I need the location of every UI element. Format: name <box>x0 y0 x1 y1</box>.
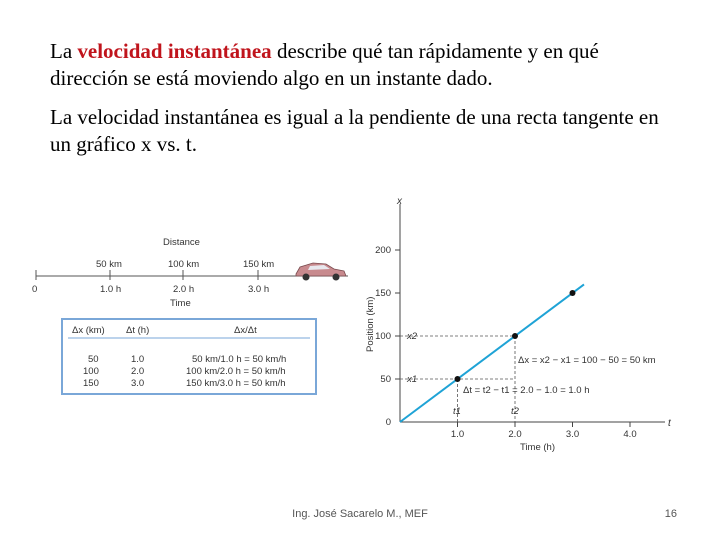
t-axis-letter: t <box>668 418 671 429</box>
label-x2: x2 <box>407 331 418 342</box>
y-axis-label: Position (km) <box>365 296 376 352</box>
table-cell: 150 km/3.0 h = 50 km/h <box>186 378 286 389</box>
position-line <box>400 284 584 422</box>
x-tick-label-4.0: 4.0 <box>623 429 637 440</box>
page-number: 16 <box>664 508 677 520</box>
time-tick-3: 3.0 h <box>248 284 270 295</box>
y-ticks <box>375 245 400 428</box>
table-cell: 3.0 <box>131 378 145 389</box>
intro-paragraph <box>50 38 670 92</box>
data-point-3 <box>570 290 576 296</box>
table-cell: 100 <box>83 366 99 377</box>
table-cell: 100 km/2.0 h = 50 km/h <box>186 366 286 377</box>
time-tick-1: 1.0 h <box>100 284 122 295</box>
intro-suffix: describe qué tan rápidamente y en qué dirección se está moviendo algo en un instante dado. <box>50 39 599 90</box>
delta-t-annotation: Δt = t2 − t1 = 2.0 − 1.0 = 1.0 h <box>463 385 590 396</box>
distance-figure <box>28 230 358 402</box>
time-tick-2: 2.0 h <box>173 284 195 295</box>
intro-highlight-term: velocidad instantánea <box>77 39 272 63</box>
label-x1: x1 <box>407 374 418 385</box>
distance-tick-150: 150 km <box>243 259 275 270</box>
distance-label: Distance <box>163 237 200 248</box>
label-t1: t1 <box>453 406 461 417</box>
y-tick-label-0: 0 <box>385 417 391 428</box>
table-header-dt: Δt (h) <box>126 325 150 336</box>
slope-paragraph: La velocidad instantánea es igual a la pendiente de una recta tangente en un gráfico x vs. t. <box>50 105 659 156</box>
intro-prefix: La <box>50 39 78 63</box>
x-ticks <box>451 422 637 440</box>
footer-author: Ing. José Sacarelo M., MEF <box>292 508 428 520</box>
data-point-1 <box>455 376 461 382</box>
y-tick-label-100: 100 <box>375 331 391 342</box>
y-tick-label-200: 200 <box>375 245 391 256</box>
x-tick-label-3.0: 3.0 <box>565 429 580 440</box>
position-time-chart <box>355 192 690 460</box>
table-cell: 1.0 <box>131 354 145 365</box>
table-header-dx: Δx (km) <box>72 325 105 336</box>
table-cell: 2.0 <box>131 366 145 377</box>
x-tick-label-1.0: 1.0 <box>450 429 465 440</box>
x-tick-label-2.0: 2.0 <box>508 429 522 440</box>
table-cell: 50 km/1.0 h = 50 km/h <box>192 354 287 365</box>
x-axis-label: Time (h) <box>520 442 556 453</box>
table-cell: 50 <box>88 354 99 365</box>
car-icon <box>296 263 346 281</box>
time-tick-0: 0 <box>32 284 38 295</box>
label-t2: t2 <box>511 406 519 417</box>
y-tick-label-150: 150 <box>375 288 391 299</box>
distance-tick-50: 50 km <box>96 259 122 270</box>
table-header-ratio: Δx/Δt <box>234 325 257 336</box>
distance-tick-100: 100 km <box>168 259 200 270</box>
table-cell: 150 <box>83 378 99 389</box>
delta-x-annotation: Δx = x2 − x1 = 100 − 50 = 50 km <box>518 355 656 366</box>
y-tick-label-50: 50 <box>380 374 391 385</box>
x-axis-letter: x <box>397 196 402 207</box>
time-label: Time <box>170 298 191 309</box>
data-point-2 <box>512 333 518 339</box>
